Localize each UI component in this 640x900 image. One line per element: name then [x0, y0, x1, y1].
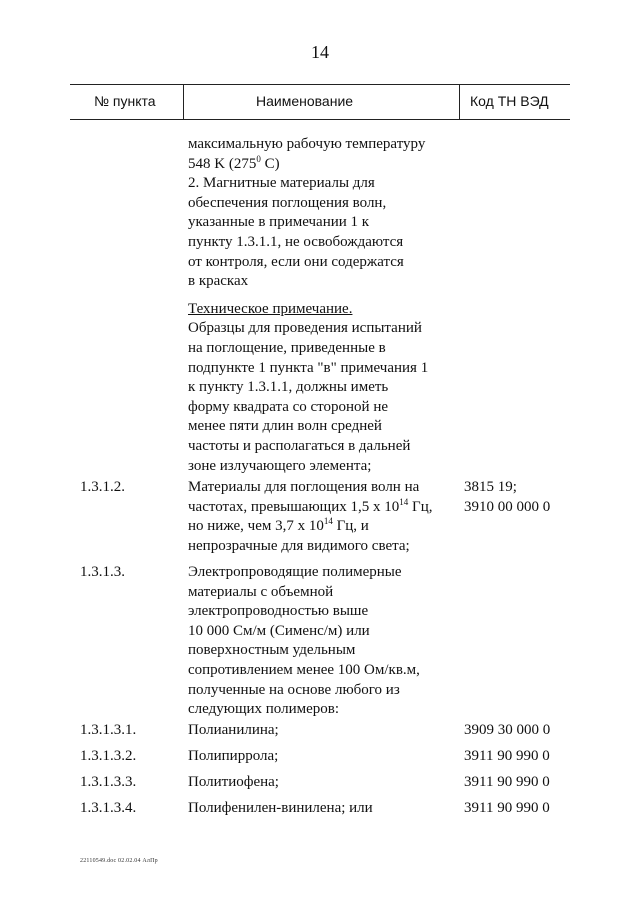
- text-line: указанные в примечании 1 к: [188, 214, 370, 231]
- header-top-rule: [70, 84, 570, 85]
- header-col-name: Наименование: [256, 93, 354, 109]
- item-number: 1.3.1.3.2.: [80, 748, 137, 764]
- continuation-text: [188, 135, 428, 476]
- text-line: от контроля, если они содержатся: [188, 253, 404, 270]
- text-line: максимальную рабочую температуру: [188, 136, 426, 152]
- header-bottom-rule: [70, 119, 570, 120]
- text-line: форму квадрата со стороной не: [188, 398, 389, 415]
- text-line: частоты и располагаться в дальней: [188, 437, 411, 454]
- text-line: обеспечения поглощения волн,: [188, 194, 387, 211]
- page-number: 14: [311, 42, 329, 62]
- text-line: 2. Магнитные материалы для: [188, 175, 375, 192]
- item-code: 3911 90 990 0: [464, 774, 550, 790]
- header-col-number: № пункта: [94, 93, 156, 109]
- item-name: Политиофена;: [188, 774, 279, 790]
- item-code: 3911 90 990 0: [464, 748, 550, 764]
- exponent-sup: 14: [399, 496, 409, 507]
- header-col-code: Код ТН ВЭД: [470, 93, 549, 109]
- footer-note: 22110549.doc 02.02.04 АлПр: [80, 858, 158, 864]
- tech-note-title: Техническое примечание.: [188, 300, 353, 317]
- text-line: на поглощение, приведенные в: [188, 339, 386, 356]
- text-line: в красках: [188, 273, 249, 290]
- item-number: 1.3.1.3.4.: [80, 800, 137, 816]
- text-line: Образцы для проведения испытаний: [188, 320, 422, 337]
- header-separator-2: [459, 84, 460, 119]
- item-number: 1.3.1.3.: [80, 564, 125, 580]
- text-line: зоне излучающего элемента;: [188, 457, 372, 474]
- exponent-sup: 14: [323, 516, 333, 527]
- text-line: к пункту 1.3.1.1, должны иметь: [188, 379, 389, 396]
- text-line: подпункте 1 пункта "в" примечания 1: [188, 359, 429, 376]
- item-name: Полианилина;: [188, 722, 279, 738]
- item-number: 1.3.1.3.3.: [80, 774, 137, 790]
- header-separator-1: [183, 84, 184, 119]
- item-name: Полифенилен-винилена; или: [188, 800, 373, 816]
- text-line: 548 K ($275^0$ C): [188, 153, 280, 172]
- item-number: 1.3.1.2.: [80, 479, 125, 495]
- item-name: Электропроводящие полимерные материалы с объемной электропроводностью выше 10 000 См/м (Сименс/м) или поверхностным удельным сопротивлением менее 100 Ом/кв.м, полученные на основе любого из следующих полимеров:: [188, 564, 420, 718]
- item-code: 3911 90 990 0: [464, 800, 550, 816]
- item-name: Материалы для поглощения волн на частотах, превышающих 1,5 х $10^{14}$ Гц, но ниже, чем 3,7 х $10^{14}$ Гц, и непрозрачные для видимого света;: [188, 479, 433, 554]
- text-line: пункту 1.3.1.1, не освобождаются: [188, 233, 404, 250]
- item-number: 1.3.1.3.1.: [80, 722, 137, 738]
- text-line: менее пяти длин волн средней: [188, 418, 382, 435]
- item-code: 3909 30 000 0: [464, 722, 551, 738]
- item-name: Полипиррола;: [188, 748, 279, 764]
- item-code: 3815 19; 3910 00 000 0: [464, 479, 551, 515]
- degree-sup: 0: [256, 153, 261, 164]
